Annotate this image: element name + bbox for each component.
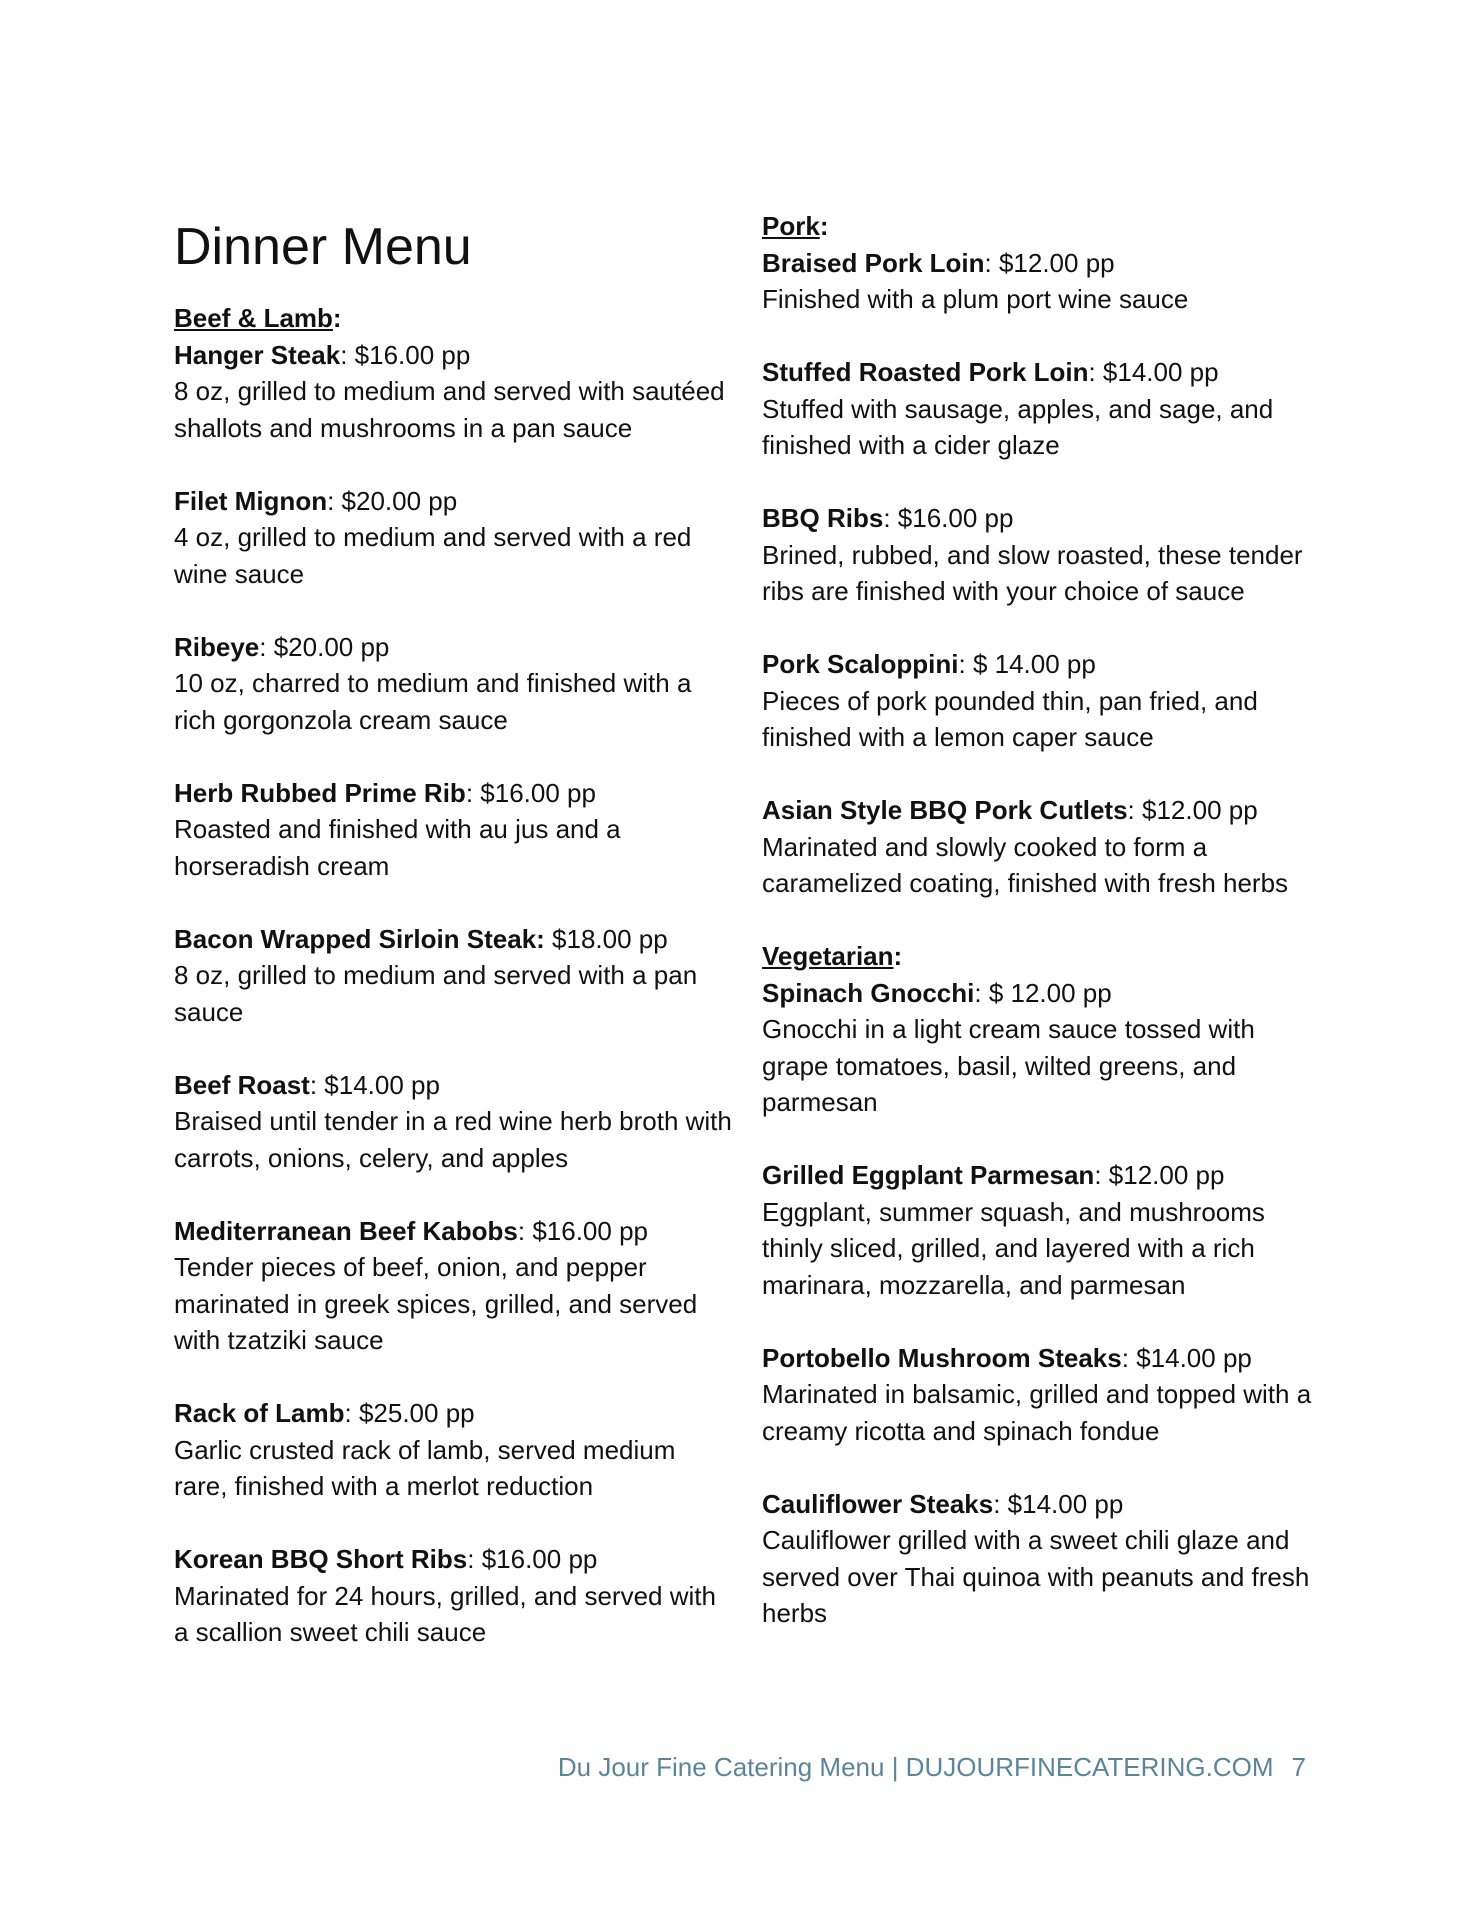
menu-item (174, 775, 734, 885)
menu-item-separator: : (1094, 1160, 1102, 1190)
menu-item-separator: : (517, 1215, 526, 1246)
menu-item (762, 646, 1322, 756)
menu-item-price: $14.00 pp (1128, 1342, 1252, 1373)
menu-item-header (762, 354, 1322, 391)
menu-item-header (762, 1340, 1322, 1377)
section-heading-label: Beef & Lamb (174, 303, 333, 333)
menu-item-name: Pork Scaloppini (762, 649, 959, 679)
menu-item-name: Braised Pork Loin (762, 247, 985, 278)
menu-item-name: Cauliflower Steaks (762, 1488, 994, 1519)
menu-item-separator: : (467, 1544, 475, 1574)
menu-item-separator: : (259, 631, 267, 662)
menu-item-name: Hanger Steak (174, 339, 341, 370)
menu-item-price: $16.00 pp (474, 1544, 598, 1574)
menu-item-description: Marinated and slowly cooked to form a caramelized coating, finished with fresh herbs (762, 831, 1289, 898)
menu-item-price: $14.00 pp (1095, 357, 1219, 387)
menu-item-name: Stuffed Roasted Pork Loin (762, 357, 1089, 387)
menu-item-price: $16.00 pp (473, 777, 596, 808)
menu-item (762, 1157, 1322, 1303)
menu-item-description: Cauliflower grilled with a sweet chili glaze and served over Thai quinoa with peanuts and fresh herbs (762, 1525, 1310, 1628)
menu-item-header (174, 629, 734, 666)
menu-item-description: Gnocchi in a light cream sauce tossed with grape tomatoes, basil, wilted greens, and parmesan (762, 1014, 1255, 1117)
menu-item-name: Grilled Eggplant Parmesan (762, 1160, 1095, 1190)
menu-item (174, 483, 734, 593)
pork-items (762, 245, 1322, 902)
menu-item-name: Rack of Lamb (174, 1398, 345, 1428)
menu-item-separator: : (344, 1398, 352, 1428)
menu-item-price: $18.00 pp (544, 923, 668, 954)
footer-text: Du Jour Fine Catering Menu | DUJOURFINECATERING.COM (557, 1752, 1274, 1782)
menu-item (762, 1340, 1322, 1450)
page-number: 7 (1291, 1752, 1306, 1782)
menu-item-header (762, 1486, 1322, 1523)
section-heading-label: Vegetarian (762, 941, 894, 971)
menu-item-name: Portobello Mushroom Steaks (762, 1342, 1122, 1373)
menu-item-name: Ribeye (174, 631, 260, 662)
left-column (174, 300, 734, 1687)
menu-item-separator: : (327, 485, 335, 516)
menu-item-separator: : (958, 649, 966, 679)
menu-item-price: $16.00 pp (525, 1215, 648, 1246)
menu-item-description: Pieces of pork pounded thin, pan fried, and finished with a lemon caper sauce (762, 685, 1258, 752)
menu-item-separator: : (1088, 357, 1096, 387)
menu-item-name: Beef Roast (174, 1069, 310, 1100)
vegetarian-items (762, 975, 1322, 1632)
beef-lamb-items (174, 337, 734, 1651)
menu-item-header (762, 245, 1322, 282)
section-heading-beef-lamb: Beef & Lamb: (174, 303, 342, 333)
menu-item-separator: : (974, 977, 982, 1008)
section-heading-vegetarian: Vegetarian: (762, 941, 903, 971)
menu-item-price: $16.00 pp (347, 339, 471, 370)
page-title: Dinner Menu (174, 218, 472, 276)
menu-item-header (174, 1395, 734, 1432)
menu-item-price: $14.00 pp (317, 1069, 440, 1100)
menu-item-price: $12.00 pp (1134, 795, 1258, 825)
menu-item-header (174, 337, 734, 374)
menu-item-separator: : (465, 777, 474, 808)
menu-item (174, 1213, 734, 1359)
menu-item-description: Tender pieces of beef, onion, and pepper marinated in greek spices, grilled, and served with tzatziki sauce (174, 1252, 698, 1355)
menu-item (762, 1486, 1322, 1632)
menu-item (174, 921, 734, 1031)
section-heading-pork: Pork: (762, 211, 829, 241)
menu-item-header (174, 775, 734, 812)
menu-item-name: Korean BBQ Short Ribs (174, 1544, 468, 1574)
menu-item-description: Garlic crusted rack of lamb, served medium rare, finished with a merlot reduction (174, 1434, 676, 1501)
menu-item-price: $ 12.00 pp (981, 977, 1112, 1008)
menu-item (762, 245, 1322, 318)
menu-item-description: Finished with a plum port wine sauce (762, 284, 1189, 314)
menu-item-header (762, 646, 1322, 683)
menu-item-description: Braised until tender in a red wine herb broth with carrots, onions, celery, and apples (174, 1106, 732, 1173)
menu-item-separator: : (984, 247, 992, 278)
menu-item-description: 8 oz, grilled to medium and served with sautéed shallots and mushrooms in a pan sauce (174, 376, 725, 443)
menu-item-price: $25.00 pp (351, 1398, 475, 1428)
menu-item-price: $12.00 pp (1101, 1160, 1225, 1190)
section-heading-label: Pork (762, 211, 820, 241)
menu-item-description: Brined, rubbed, and slow roasted, these tender ribs are finished with your choice of sauce (762, 539, 1303, 606)
menu-item-name: Filet Mignon (174, 485, 328, 516)
menu-item-name: Asian Style BBQ Pork Cutlets (762, 795, 1128, 825)
menu-item-name: Herb Rubbed Prime Rib (174, 777, 466, 808)
menu-item-header (174, 1541, 734, 1578)
menu-item-header (174, 1067, 734, 1104)
right-column (762, 208, 1322, 1668)
menu-item-header (174, 921, 734, 958)
menu-item-separator: : (340, 339, 348, 370)
menu-item-separator: : (993, 1488, 1001, 1519)
menu-item-name: Spinach Gnocchi (762, 977, 975, 1008)
menu-item-description: Eggplant, summer squash, and mushrooms thinly sliced, grilled, and layered with a rich marinara, mozzarella, and parmesan (762, 1196, 1265, 1300)
menu-item-header (762, 500, 1322, 537)
menu-item (174, 1395, 734, 1505)
menu-item-header (762, 975, 1322, 1012)
menu-item-description: 10 oz, charred to medium and finished with a rich gorgonzola cream sauce (174, 668, 692, 735)
menu-item (762, 500, 1322, 610)
menu-item-description: 4 oz, grilled to medium and served with a red wine sauce (174, 522, 692, 589)
menu-item (762, 975, 1322, 1121)
menu-item-name: Bacon Wrapped Sirloin Steak: (174, 923, 545, 954)
menu-item-header (762, 792, 1322, 829)
menu-item (174, 1541, 734, 1651)
menu-item-name: Mediterranean Beef Kabobs (174, 1215, 518, 1246)
menu-item-name: BBQ Ribs (762, 503, 884, 533)
page-footer (558, 1752, 1306, 1783)
menu-item-separator: : (1121, 1342, 1129, 1373)
menu-item-price: $20.00 pp (266, 631, 390, 662)
menu-item (174, 337, 734, 447)
menu-item-price: $14.00 pp (1000, 1488, 1124, 1519)
menu-item-header (174, 1213, 734, 1250)
menu-item-description: Roasted and finished with au jus and a horseradish cream (174, 814, 621, 881)
menu-item (174, 629, 734, 739)
menu-item-description: Marinated for 24 hours, grilled, and served with a scallion sweet chili sauce (174, 1580, 716, 1647)
menu-item-price: $12.00 pp (991, 247, 1115, 278)
menu-item (762, 792, 1322, 902)
menu-item-separator: : (1127, 795, 1135, 825)
menu-item-price: $20.00 pp (334, 485, 458, 516)
menu-item-description: Marinated in balsamic, grilled and topped with a creamy ricotta and spinach fondue (762, 1379, 1312, 1446)
menu-item-price: $ 14.00 pp (965, 649, 1096, 679)
menu-item-header (762, 1157, 1322, 1194)
menu-item-price: $16.00 pp (890, 503, 1014, 533)
menu-item-description: 8 oz, grilled to medium and served with a pan sauce (174, 960, 698, 1027)
menu-item-header (174, 483, 734, 520)
menu-item-description: Stuffed with sausage, apples, and sage, and finished with a cider glaze (762, 393, 1274, 460)
menu-item-separator: : (883, 503, 891, 533)
menu-item (174, 1067, 734, 1177)
menu-item-separator: : (309, 1069, 318, 1100)
menu-item (762, 354, 1322, 464)
